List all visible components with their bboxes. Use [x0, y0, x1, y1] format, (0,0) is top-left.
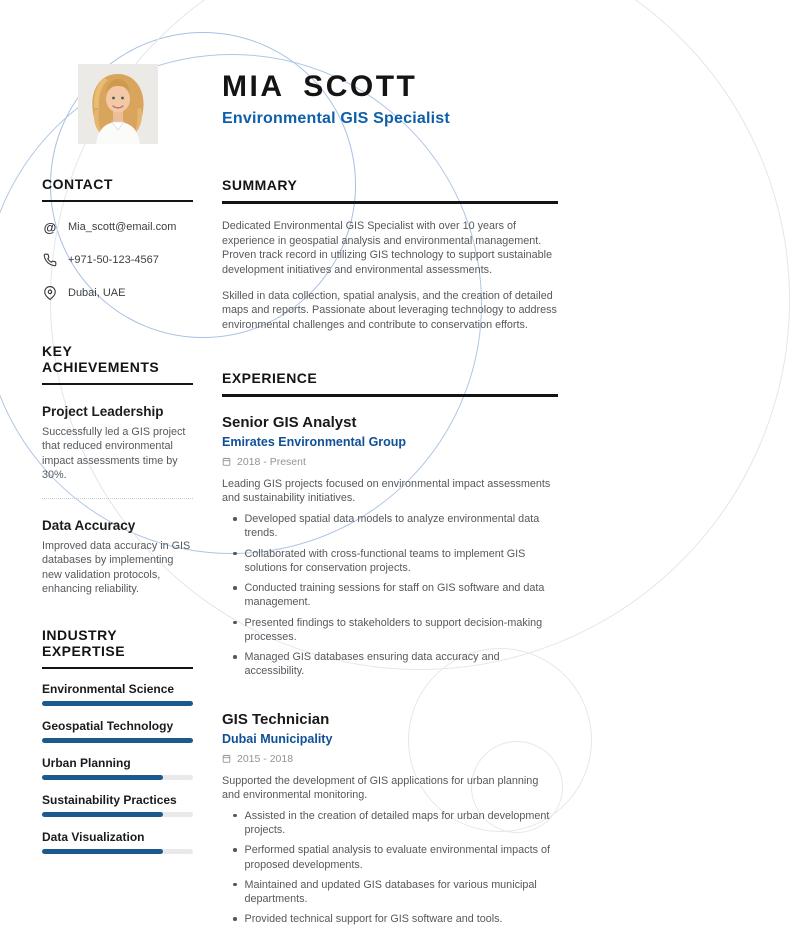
- bullet-item: [222, 912, 558, 926]
- bullet-text: Managed GIS databases ensuring data accuracy and accessibility.: [244, 651, 500, 678]
- contact-email-text: Mia_scott@email.com: [68, 221, 177, 233]
- bullet-item: [222, 581, 558, 610]
- skill-item: [42, 793, 193, 817]
- contact-section: [42, 176, 193, 301]
- bullet-text: Presented findings to stakeholders to support decision-making processes.: [244, 616, 543, 643]
- contact-location-text: Dubai, UAE: [68, 287, 126, 299]
- job-period-text: 2015 - 2018: [237, 752, 294, 765]
- skill-bar-fill: [42, 738, 193, 743]
- achievement-text: Improved data accuracy in GIS databases by implementing new validation protocols, enhancing reliability.: [42, 539, 191, 596]
- expertise-heading: INDUSTRY EXPERTISE: [42, 627, 193, 669]
- achievement-item: [42, 518, 193, 597]
- bullet-dot: [233, 655, 237, 659]
- contact-phone-text: +971-50-123-4567: [68, 254, 159, 266]
- person-name: MIA SCOTT: [222, 70, 418, 103]
- bullet-dot: [233, 917, 237, 921]
- achievement-title: Project Leadership: [42, 404, 164, 419]
- summary-paragraph: Skilled in data collection, spatial analysis, and the creation of detailed maps and reports. Passionate about leveraging technology to address environmental challenges and contribute to conservation efforts.: [222, 289, 557, 332]
- bullet-text: Maintained and updated GIS databases for various municipal departments.: [244, 878, 537, 906]
- bullet-item: [222, 650, 558, 679]
- skill-bar-track: [42, 775, 193, 780]
- contact-heading: CONTACT: [42, 176, 193, 202]
- job-period: [222, 456, 558, 468]
- bullet-dot: [233, 517, 237, 521]
- avatar: [78, 64, 158, 144]
- skill-label: Data Visualization: [42, 829, 145, 844]
- bullet-text: Developed spatial data models to analyze environmental data trends.: [244, 513, 540, 540]
- job-period-text: 2018 - Present: [237, 455, 306, 468]
- bullet-dot: [233, 848, 237, 852]
- header-identity: [222, 70, 450, 128]
- experience-section: [222, 370, 558, 927]
- achievements-heading: KEY ACHIEVEMENTS: [42, 343, 193, 385]
- bullet-text: Assisted in the creation of detailed maps for urban development projects.: [244, 809, 550, 837]
- bullet-item: [222, 547, 558, 576]
- skill-bar-track: [42, 849, 193, 854]
- job-title: GIS Technician: [222, 710, 330, 728]
- contact-item-email: [42, 219, 193, 235]
- contact-item-location: [42, 285, 193, 301]
- bullet-dot: [233, 883, 237, 887]
- skill-label: Geospatial Technology: [42, 718, 174, 733]
- job-entry: [222, 414, 558, 679]
- skill-bar-track: [42, 701, 193, 706]
- bullet-item: [222, 512, 558, 541]
- bullet-dot: [233, 552, 237, 556]
- summary-paragraph: Dedicated Environmental GIS Specialist with over 10 years of experience in geospatial analysis and environmental management. Proven track record in utilizing GIS technology to support sustainable development initiatives and environmental assessments.: [222, 220, 553, 277]
- phone-icon: [42, 252, 58, 268]
- skill-bar-track: [42, 738, 193, 743]
- skill-item: [42, 682, 193, 706]
- dotted-divider: [42, 498, 193, 499]
- achievements-section: [42, 343, 193, 597]
- bullet-text: Conducted training sessions for staff on GIS software and data management.: [244, 582, 545, 609]
- skill-bar-fill: [42, 849, 163, 854]
- bullet-text: Collaborated with cross-functional teams to implement GIS solutions for conservation projects.: [244, 547, 526, 574]
- at-icon: @: [43, 219, 57, 235]
- bullet-text: Provided technical support for GIS software and tools.: [244, 913, 503, 926]
- job-period: [222, 753, 558, 765]
- job-description: Supported the development of GIS applications for urban planning and environmental monitoring.: [222, 774, 539, 802]
- bullet-dot: [233, 814, 237, 818]
- bullet-dot: [233, 621, 237, 625]
- skill-item: [42, 830, 193, 854]
- bullet-item: [222, 843, 558, 872]
- bullet-text: Performed spatial analysis to evaluate environmental impacts of proposed developments.: [244, 844, 550, 871]
- job-description: Leading GIS projects focused on environmental impact assessments and sustainability initiatives.: [222, 477, 551, 505]
- expertise-section: [42, 627, 193, 854]
- achievement-title: Data Accuracy: [42, 517, 136, 533]
- bullet-item: [222, 809, 558, 838]
- job-company: Emirates Environmental Group: [222, 434, 407, 449]
- skill-bar-fill: [42, 775, 163, 780]
- bullet-item: [222, 878, 558, 907]
- calendar-icon: [222, 457, 231, 466]
- skill-label: Sustainability Practices: [42, 792, 177, 807]
- job-entry: [222, 711, 558, 927]
- skill-bar-fill: [42, 701, 193, 706]
- left-column: [42, 176, 193, 854]
- job-company: Dubai Municipality: [222, 731, 333, 746]
- experience-heading: EXPERIENCE: [222, 370, 558, 397]
- skill-item: [42, 756, 193, 780]
- achievement-item: [42, 404, 193, 483]
- bullet-item: [222, 616, 558, 645]
- right-column: [222, 177, 558, 927]
- person-title: Environmental GIS Specialist: [222, 110, 450, 127]
- bullet-dot: [233, 586, 237, 590]
- skill-item: [42, 719, 193, 743]
- profile-photo: [78, 64, 158, 144]
- job-title: Senior GIS Analyst: [222, 413, 357, 431]
- contact-item-phone: [42, 252, 193, 268]
- calendar-icon: [222, 754, 231, 763]
- summary-section: [222, 177, 558, 333]
- location-icon: [42, 285, 58, 301]
- skill-bar-track: [42, 812, 193, 817]
- skill-label: Urban Planning: [42, 755, 131, 770]
- skill-label: Environmental Science: [42, 681, 175, 696]
- summary-heading: SUMMARY: [222, 177, 558, 204]
- achievement-text: Successfully led a GIS project that reduced environmental impact assessments time by 30%.: [42, 426, 186, 482]
- skill-bar-fill: [42, 812, 163, 817]
